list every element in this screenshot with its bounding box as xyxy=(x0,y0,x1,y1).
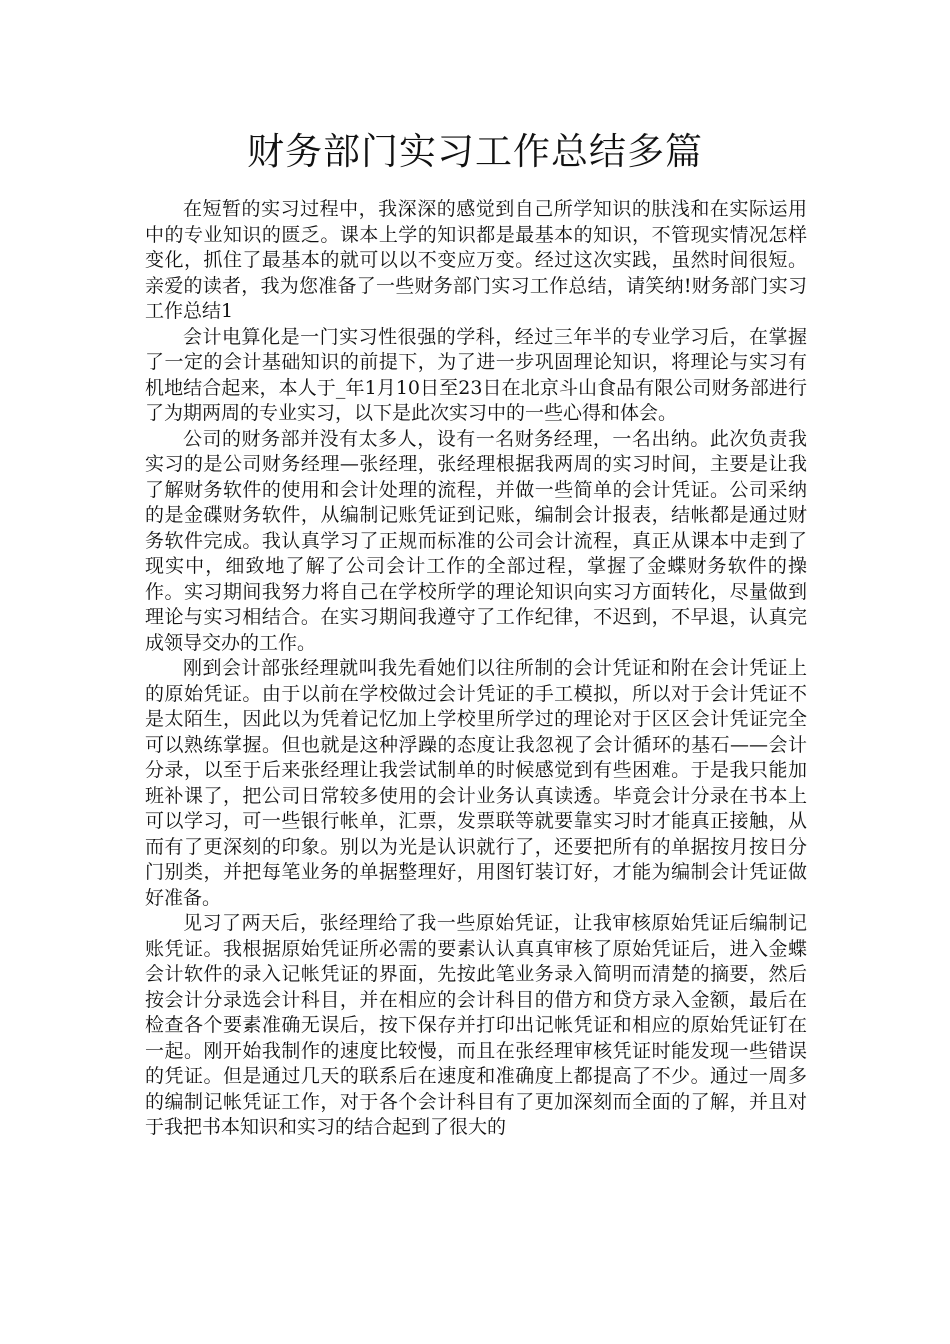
paragraph-3: 公司的财务部并没有太多人，设有一名财务经理，一名出纳。此次负责我实习的是公司财务经理—张经理，张经理根据我两周的实习时间，主要是让我了解财务软件的使用和会计处理的流程，并做一些简单的会计凭证。公司采纳的是金碟财务软件，从编制记账凭证到记账，编制会计报表，结帐都是通过财务软件完成。我认真学习了正规而标准的公司会计流程，真正从课本中走到了现实中，细致地了解了公司会计工作的全部过程，掌握了金蝶财务软件的操作。实习期间我努力将自己在学校所学的理论知识向实习方面转化，尽量做到理论与实习相结合。在实习期间我遵守了工作纪律，不迟到，不早退，认真完成领导交办的工作。 xyxy=(145,427,807,654)
document-title: 财务部门实习工作总结多篇 xyxy=(247,130,703,173)
paragraph-4: 刚到会计部张经理就叫我先看她们以往所制的会计凭证和附在会计凭证上的原始凭证。由于以前在学校做过会计凭证的手工模拟，所以对于会计凭证不是太陌生，因此以为凭着记忆加上学校里所学过的理论对于区区会计凭证完全可以熟练掌握。但也就是这种浮躁的态度让我忽视了会计循环的基石——会计分录，以至于后来张经理让我尝试制单的时候感觉到有些困难。于是我只能加班补课了，把公司日常较多使用的会计业务认真读透。毕竟会计分录在书本上可以学习，可一些银行帐单，汇票，发票联等就要靠实习时才能真正接触，从而有了更深刻的印象。别以为光是认识就行了，还要把所有的单据按月按日分门别类，并把每笔业务的单据整理好，用图钉装订好，才能为编制会计凭证做好准备。 xyxy=(145,657,807,909)
paragraph-2: 会计电算化是一门实习性很强的学科，经过三年半的专业学习后，在掌握了一定的会计基础知识的前提下，为了进一步巩固理论知识，将理论与实习有机地结合起来，本人于_年1月10日至23日在北京斗山食品有限公司财务部进行了为期两周的专业实习，以下是此次实习中的一些心得和体会。 xyxy=(145,325,807,424)
document-body xyxy=(145,197,807,1141)
paragraph-1: 在短暂的实习过程中，我深深的感觉到自己所学知识的肤浅和在实际运用中的专业知识的匮乏。课本上学的知识都是最基本的知识，不管现实情况怎样变化，抓住了最基本的就可以以不变应万变。经过这次实践，虽然时间很短。亲爱的读者，我为您准备了一些财务部门实习工作总结，请笑纳!财务部门实习工作总结1 xyxy=(145,198,807,322)
paragraph-5: 见习了两天后，张经理给了我一些原始凭证，让我审核原始凭证后编制记账凭证。我根据原始凭证所必需的要素认认真真审核了原始凭证后，进入金蝶会计软件的录入记帐凭证的界面，先按此笔业务录入简明而清楚的摘要，然后按会计分录选会计科目，并在相应的会计科目的借方和贷方录入金额，最后在检查各个要素准确无误后，按下保存并打印出记帐凭证和相应的原始凭证钉在一起。刚开始我制作的速度比较慢，而且在张经理审核凭证时能发现一些错误的凭证。但是通过几天的联系后在速度和准确度上都提高了不少。通过一周多的编制记帐凭证工作，对于各个会计科目有了更加深刻而全面的了解，并且对于我把书本知识和实习的结合起到了很大的 xyxy=(145,912,807,1138)
